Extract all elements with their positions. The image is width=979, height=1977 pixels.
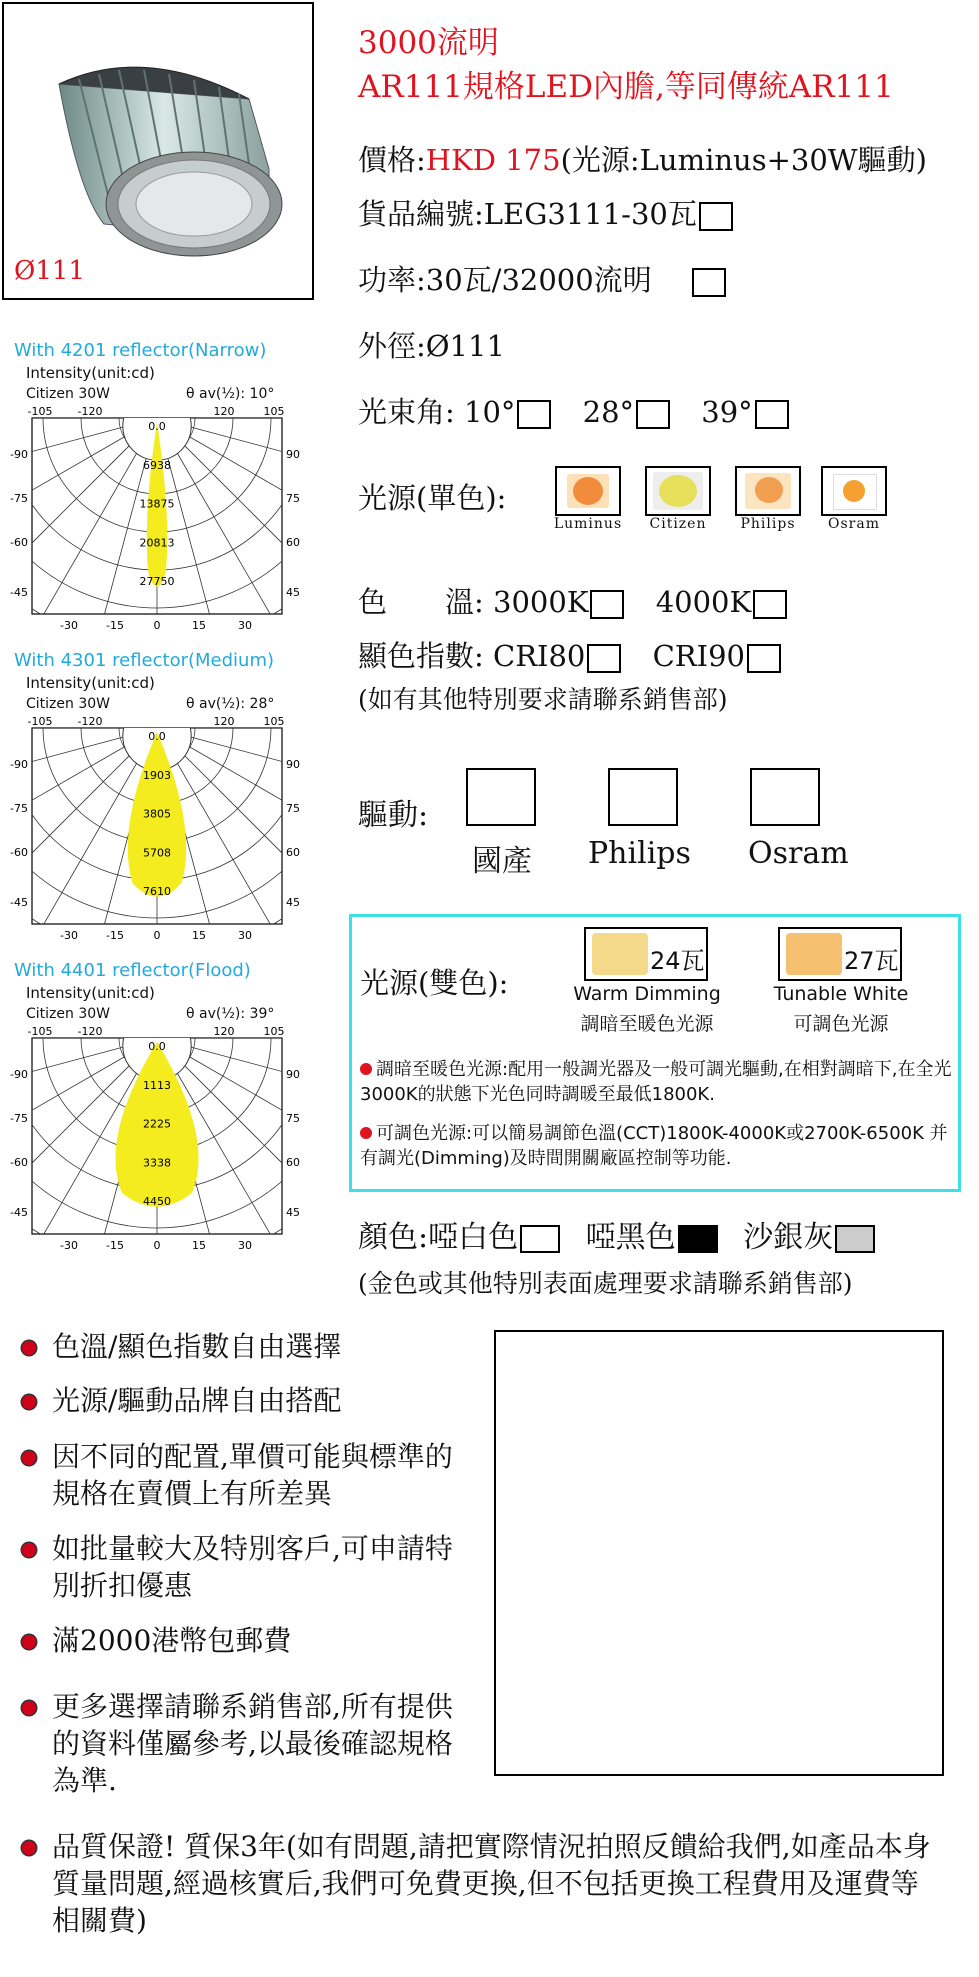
polar-top-tick: 120 xyxy=(213,1025,235,1038)
bullet-7-text: 品質保證! 質保3年(如有問題,請把實際情況拍照反饋給我們,如產品本身質量問題,經過核實后,我們可免費更換,但不包括更換工程費用及運費等相關費) xyxy=(52,1830,931,1937)
polar-right-tick: 90 xyxy=(286,448,300,461)
bullet-3 xyxy=(22,1438,472,1512)
polar-value-label: 20813 xyxy=(139,536,175,550)
cct-option-4000: 4000K xyxy=(655,585,752,619)
contact-note: (如有其他特別要求請聯系銷售部) xyxy=(358,685,728,714)
item-number-row xyxy=(358,192,733,233)
bullet-dot xyxy=(22,1451,36,1465)
color-black-swatch[interactable] xyxy=(678,1225,718,1253)
title-lumens: 3000流明 xyxy=(358,25,499,61)
bullet-2-text: 光源/驅動品牌自由搭配 xyxy=(52,1384,342,1417)
driver-checkbox-osram[interactable] xyxy=(750,768,820,826)
polar-bottom-tick: 0 xyxy=(153,619,161,632)
driver-option-philips: Philips xyxy=(588,836,691,871)
chip-philips[interactable] xyxy=(728,466,808,532)
warm-dimming-watt: 24瓦 xyxy=(650,947,705,975)
bullet-dot xyxy=(22,1841,36,1855)
price-value: HKD 175 xyxy=(425,143,561,177)
color-white-label: 啞白色 xyxy=(428,1220,519,1255)
tunable-white-name: Tunable White xyxy=(773,983,909,1005)
color-row xyxy=(358,1212,875,1256)
polar-right-tick: 45 xyxy=(286,896,300,909)
bullet-7 xyxy=(22,1828,942,1939)
polar-bottom-tick: 15 xyxy=(192,1239,206,1252)
polar-right-tick: 75 xyxy=(286,802,300,815)
polar-value-label: 7610 xyxy=(143,885,171,899)
price-note: (光源:Luminus+30W驅動) xyxy=(560,143,927,177)
warm-dimming-name: Warm Dimming xyxy=(573,983,721,1005)
polar-value-label: 27750 xyxy=(139,575,175,589)
polar-bottom-tick: -15 xyxy=(106,1239,124,1252)
polar-source-label: Citizen 30W xyxy=(26,386,110,402)
dual-note-2 xyxy=(360,1121,956,1171)
polar-top-tick: -120 xyxy=(77,1025,103,1038)
polar-value-label: 5708 xyxy=(143,846,171,860)
polar-right-tick: 45 xyxy=(286,586,300,599)
beam-checkbox-28[interactable] xyxy=(636,400,670,429)
cri-label: 顯色指數: xyxy=(358,639,484,673)
driver-option-osram: Osram xyxy=(748,836,849,871)
bullet-dot xyxy=(22,1395,36,1409)
polar-title: With 4301 reflector(Medium) xyxy=(14,650,274,671)
color-black-label: 啞黑色 xyxy=(585,1220,676,1255)
chip-luminus-label: Luminus xyxy=(553,516,623,532)
cri-option-80: CRI80 xyxy=(493,639,586,673)
dual-note-2-text: 可調色光源:可以簡易調節色溫(CCT)1800K-4000K或2700K-6500K 并有調光(Dimming)及時間開關廠區控制等功能. xyxy=(360,1123,948,1169)
polar-plot xyxy=(0,404,320,644)
chip-philips-image xyxy=(735,466,801,516)
polar-right-tick: 75 xyxy=(286,492,300,505)
power-checkbox[interactable] xyxy=(692,268,726,297)
image-placeholder-box xyxy=(494,1330,944,1776)
cct-label-1: 色 xyxy=(358,585,388,619)
polar-value-label: 1113 xyxy=(143,1078,171,1092)
bullet-4-text: 如批量較大及特別客戶,可申請特別折扣優惠 xyxy=(52,1532,453,1602)
cct-option-3000: 3000K xyxy=(493,585,589,619)
polar-plot xyxy=(0,1024,320,1264)
polar-value-label: 6938 xyxy=(143,458,171,472)
polar-value-label: 2225 xyxy=(143,1117,171,1131)
polar-right-tick: 60 xyxy=(286,536,300,549)
polar-top-tick: -105 xyxy=(27,405,53,418)
polar-left-tick: -90 xyxy=(10,1068,28,1081)
polar-value-label: 0.0 xyxy=(148,1040,166,1053)
bullet-3-text: 因不同的配置,單價可能與標準的規格在賣價上有所差異 xyxy=(52,1440,453,1510)
chip-luminus-image xyxy=(555,466,621,516)
polar-plot xyxy=(0,714,320,954)
polar-bottom-tick: 0 xyxy=(153,1239,161,1252)
polar-left-tick: -75 xyxy=(10,802,28,815)
polar-right-tick: 45 xyxy=(286,1206,300,1219)
color-label: 顏色: xyxy=(358,1220,429,1255)
polar-right-tick: 90 xyxy=(286,1068,300,1081)
bullet-1 xyxy=(22,1328,462,1365)
polar-value-label: 0.0 xyxy=(148,730,166,743)
polar-diagram-2 xyxy=(0,650,320,950)
polar-left-tick: -45 xyxy=(10,1206,28,1219)
polar-bottom-tick: 30 xyxy=(238,619,252,632)
driver-checkbox-philips[interactable] xyxy=(608,768,678,826)
polar-bottom-tick: 15 xyxy=(192,619,206,632)
driver-label: 驅動: xyxy=(358,798,429,833)
bullet-6-text: 更多選擇請聯系銷售部,所有提供的資料僅屬參考,以最後確認規格為準. xyxy=(52,1690,453,1797)
polar-left-tick: -60 xyxy=(10,1156,28,1169)
polar-value-label: 3338 xyxy=(143,1156,171,1170)
product-image xyxy=(4,4,312,298)
outer-diameter: 外徑:Ø111 xyxy=(358,329,505,363)
cri-row xyxy=(358,634,781,675)
beam-checkbox-39[interactable] xyxy=(755,400,789,429)
polar-diagram-3 xyxy=(0,960,320,1260)
polar-intensity-label: Intensity(unit:cd) xyxy=(26,674,155,692)
polar-angle-label: θ av(½): 39° xyxy=(186,1006,275,1022)
polar-top-tick: -120 xyxy=(77,715,103,728)
polar-diagram-1 xyxy=(0,340,320,640)
polar-source-label: Citizen 30W xyxy=(26,696,110,712)
polar-right-tick: 60 xyxy=(286,1156,300,1169)
bullet-dot xyxy=(22,1543,36,1557)
price-label: 價格: xyxy=(358,143,426,177)
polar-value-label: 1903 xyxy=(143,768,171,782)
polar-bottom-tick: 0 xyxy=(153,929,161,942)
beam-checkbox-10[interactable] xyxy=(517,400,551,429)
cri-checkbox-90[interactable] xyxy=(747,644,781,673)
warm-dimming-chip-image xyxy=(592,933,648,975)
driver-checkbox-domestic[interactable] xyxy=(466,768,536,826)
polar-bottom-tick: -30 xyxy=(60,929,78,942)
polar-bottom-tick: 30 xyxy=(238,929,252,942)
polar-left-tick: -60 xyxy=(10,846,28,859)
chip-osram-label: Osram xyxy=(828,516,880,532)
polar-value-label: 4450 xyxy=(143,1195,171,1209)
driver-option-domestic: 國產 xyxy=(472,844,532,879)
bullet-dot xyxy=(22,1341,36,1355)
polar-bottom-tick: -30 xyxy=(60,619,78,632)
cct-checkbox-4000[interactable] xyxy=(753,590,787,619)
polar-source-label: Citizen 30W xyxy=(26,1006,110,1022)
polar-angle-label: θ av(½): 28° xyxy=(186,696,275,712)
bullet-dot xyxy=(22,1635,36,1649)
beam-option-10: 10° xyxy=(464,395,516,429)
polar-title: With 4401 reflector(Flood) xyxy=(14,960,251,981)
bullet-dot xyxy=(22,1701,36,1715)
color-silver-label: 沙銀灰 xyxy=(743,1220,834,1255)
polar-title: With 4201 reflector(Narrow) xyxy=(14,340,267,361)
dual-note-1 xyxy=(360,1057,956,1107)
warm-dimming-chip[interactable] xyxy=(584,927,708,981)
polar-top-tick: -105 xyxy=(27,1025,53,1038)
product-image-frame xyxy=(2,2,314,300)
polar-left-tick: -90 xyxy=(10,758,28,771)
polar-right-tick: 60 xyxy=(286,846,300,859)
dual-label: 光源(雙色): xyxy=(360,966,509,1000)
tunable-white-chip-image xyxy=(786,933,842,975)
polar-top-tick: 105 xyxy=(263,405,285,418)
polar-value-label: 3805 xyxy=(143,807,171,821)
polar-value-label: 0.0 xyxy=(148,420,166,433)
polar-top-tick: 105 xyxy=(263,1025,285,1038)
color-temp-row xyxy=(358,580,787,621)
dual-color-panel xyxy=(349,914,961,1192)
power-row xyxy=(358,258,726,299)
polar-top-tick: 120 xyxy=(213,715,235,728)
polar-right-tick: 90 xyxy=(286,758,300,771)
polar-right-tick: 75 xyxy=(286,1112,300,1125)
beam-label: 光束角: xyxy=(358,395,455,429)
color-white-swatch[interactable] xyxy=(520,1225,560,1253)
item-checkbox[interactable] xyxy=(699,202,733,231)
bullet-1-text: 色溫/顯色指數自由選擇 xyxy=(52,1330,342,1363)
polar-bottom-tick: -15 xyxy=(106,619,124,632)
bullet-5-text: 滿2000港幣包郵費 xyxy=(52,1624,292,1657)
price-row xyxy=(358,138,927,179)
tunable-white-watt: 27瓦 xyxy=(844,947,899,975)
polar-bottom-tick: -30 xyxy=(60,1239,78,1252)
item-number: 貨品編號:LEG3111-30瓦 xyxy=(358,197,697,231)
tunable-white-chip[interactable] xyxy=(778,927,902,981)
dual-note-1-text: 調暗至暖色光源:配用一般調光器及一般可調光驅動,在相對調暗下,在全光3000K的狀態下光色同時調暖至最低1800K. xyxy=(360,1059,952,1105)
warm-dimming-desc: 調暗至暖色光源 xyxy=(580,1013,714,1035)
color-note: (金色或其他特別表面處理要求請聯系銷售部) xyxy=(358,1269,853,1298)
chip-osram[interactable] xyxy=(814,466,894,532)
cct-label-2: 溫: xyxy=(445,585,484,619)
bullet-5 xyxy=(22,1622,462,1659)
polar-left-tick: -90 xyxy=(10,448,28,461)
cct-checkbox-3000[interactable] xyxy=(590,590,624,619)
polar-top-tick: 105 xyxy=(263,715,285,728)
bullet-4 xyxy=(22,1530,472,1604)
power-text: 功率:30瓦/32000流明 xyxy=(358,263,652,297)
light-source-label: 光源(單色): xyxy=(358,481,507,515)
chip-citizen-label: Citizen xyxy=(649,516,707,532)
bullet-6 xyxy=(22,1688,462,1799)
polar-left-tick: -75 xyxy=(10,492,28,505)
polar-left-tick: -45 xyxy=(10,896,28,909)
beam-angle-row xyxy=(358,390,789,431)
chip-philips-label: Philips xyxy=(740,516,796,532)
cri-option-90: CRI90 xyxy=(652,639,745,673)
tunable-white-desc: 可調色光源 xyxy=(793,1013,889,1035)
beam-option-39: 39° xyxy=(701,395,753,429)
polar-top-tick: -120 xyxy=(77,405,103,418)
polar-left-tick: -45 xyxy=(10,586,28,599)
polar-left-tick: -75 xyxy=(10,1112,28,1125)
polar-top-tick: 120 xyxy=(213,405,235,418)
chip-luminus[interactable] xyxy=(548,466,628,532)
polar-top-tick: -105 xyxy=(27,715,53,728)
polar-intensity-label: Intensity(unit:cd) xyxy=(26,364,155,382)
polar-intensity-label: Intensity(unit:cd) xyxy=(26,984,155,1002)
title-spec: AR111規格LED內膽,等同傳統AR111 xyxy=(358,69,894,105)
chip-citizen-image xyxy=(645,466,711,516)
color-silver-swatch[interactable] xyxy=(835,1225,875,1253)
cri-checkbox-80[interactable] xyxy=(587,644,621,673)
polar-bottom-tick: 15 xyxy=(192,929,206,942)
polar-left-tick: -60 xyxy=(10,536,28,549)
chip-citizen[interactable] xyxy=(638,466,718,532)
polar-bottom-tick: -15 xyxy=(106,929,124,942)
polar-value-label: 13875 xyxy=(139,497,175,511)
beam-option-28: 28° xyxy=(582,395,635,429)
polar-bottom-tick: 30 xyxy=(238,1239,252,1252)
polar-angle-label: θ av(½): 10° xyxy=(186,386,275,402)
bullet-2 xyxy=(22,1382,462,1419)
chip-osram-image xyxy=(821,466,887,516)
diameter-label: Ø111 xyxy=(14,256,85,286)
